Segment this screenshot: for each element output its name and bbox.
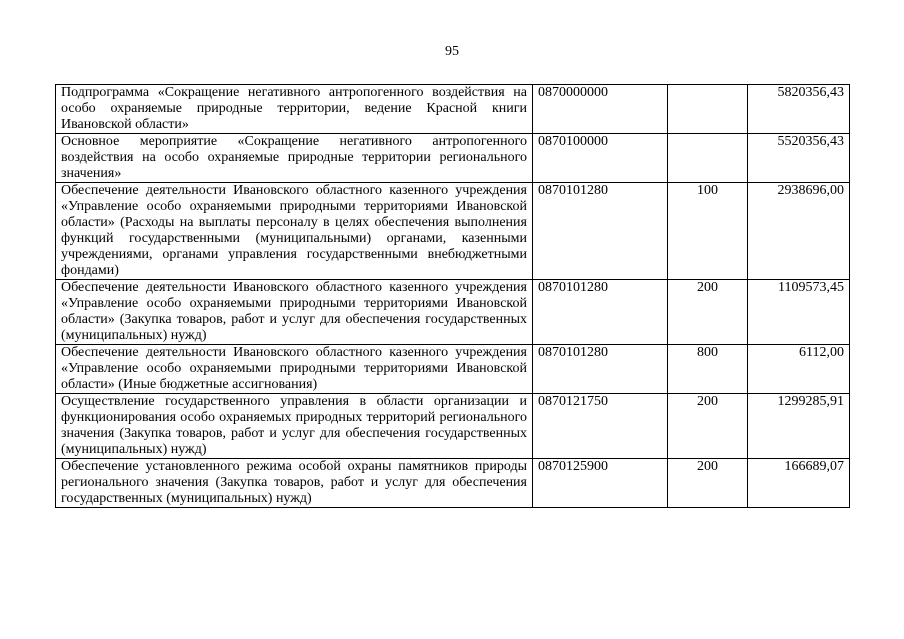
table-row — [56, 394, 850, 459]
expense-type-cell: 800 — [668, 345, 748, 394]
page-number: 95 — [445, 44, 459, 59]
amount-cell: 2938696,00 — [748, 183, 850, 280]
target-code-cell: 0870100000 — [533, 134, 668, 183]
item-name-cell: Подпрограмма «Сокращение негативного антропогенного воздействия на особо охраняемые природные территории, ведение Красной книги Ивановской области» — [56, 85, 533, 134]
target-code-cell: 0870101280 — [533, 345, 668, 394]
table-row — [56, 345, 850, 394]
expense-type-cell — [668, 134, 748, 183]
target-code-cell: 0870121750 — [533, 394, 668, 459]
target-code-cell: 0870125900 — [533, 459, 668, 508]
table-row — [56, 134, 850, 183]
amount-cell: 1109573,45 — [748, 280, 850, 345]
expense-type-cell: 200 — [668, 280, 748, 345]
item-name-cell: Обеспечение деятельности Ивановского областного казенного учреждения «Управление особо охраняемыми природными территориями Ивановской области» (Расходы на выплаты персоналу в целях обеспечения выполнения функций государственными (муниципальными) органами, казенными учреждениями, органами управления государственными внебюджетными фондами) — [56, 183, 533, 280]
amount-cell: 5820356,43 — [748, 85, 850, 134]
amount-cell: 6112,00 — [748, 345, 850, 394]
budget-table — [55, 84, 850, 508]
amount-cell: 1299285,91 — [748, 394, 850, 459]
amount-cell: 166689,07 — [748, 459, 850, 508]
expense-type-cell — [668, 85, 748, 134]
item-name-cell: Обеспечение установленного режима особой охраны памятников природы регионального значения (Закупка товаров, работ и услуг для обеспечения государственных (муниципальных) нужд) — [56, 459, 533, 508]
item-name-cell: Обеспечение деятельности Ивановского областного казенного учреждения «Управление особо охраняемыми природными территориями Ивановской области» (Закупка товаров, работ и услуг для обеспечения государственных (муниципальных) нужд) — [56, 280, 533, 345]
item-name-cell: Основное мероприятие «Сокращение негативного антропогенного воздействия на особо охраняемые природные территории регионального значения» — [56, 134, 533, 183]
table-row — [56, 459, 850, 508]
item-name-cell: Осуществление государственного управления в области организации и функционирования особо охраняемых природных территорий регионального значения (Закупка товаров, работ и услуг для обеспечения государственных (муниципальных) нужд) — [56, 394, 533, 459]
table-row — [56, 280, 850, 345]
item-name-cell: Обеспечение деятельности Ивановского областного казенного учреждения «Управление особо охраняемыми природными территориями Ивановской области» (Иные бюджетные ассигнования) — [56, 345, 533, 394]
target-code-cell: 0870101280 — [533, 280, 668, 345]
expense-type-cell: 200 — [668, 394, 748, 459]
expense-type-cell: 100 — [668, 183, 748, 280]
table-row — [56, 183, 850, 280]
target-code-cell: 0870101280 — [533, 183, 668, 280]
expense-type-cell: 200 — [668, 459, 748, 508]
amount-cell: 5520356,43 — [748, 134, 850, 183]
target-code-cell: 0870000000 — [533, 85, 668, 134]
table-row — [56, 85, 850, 134]
